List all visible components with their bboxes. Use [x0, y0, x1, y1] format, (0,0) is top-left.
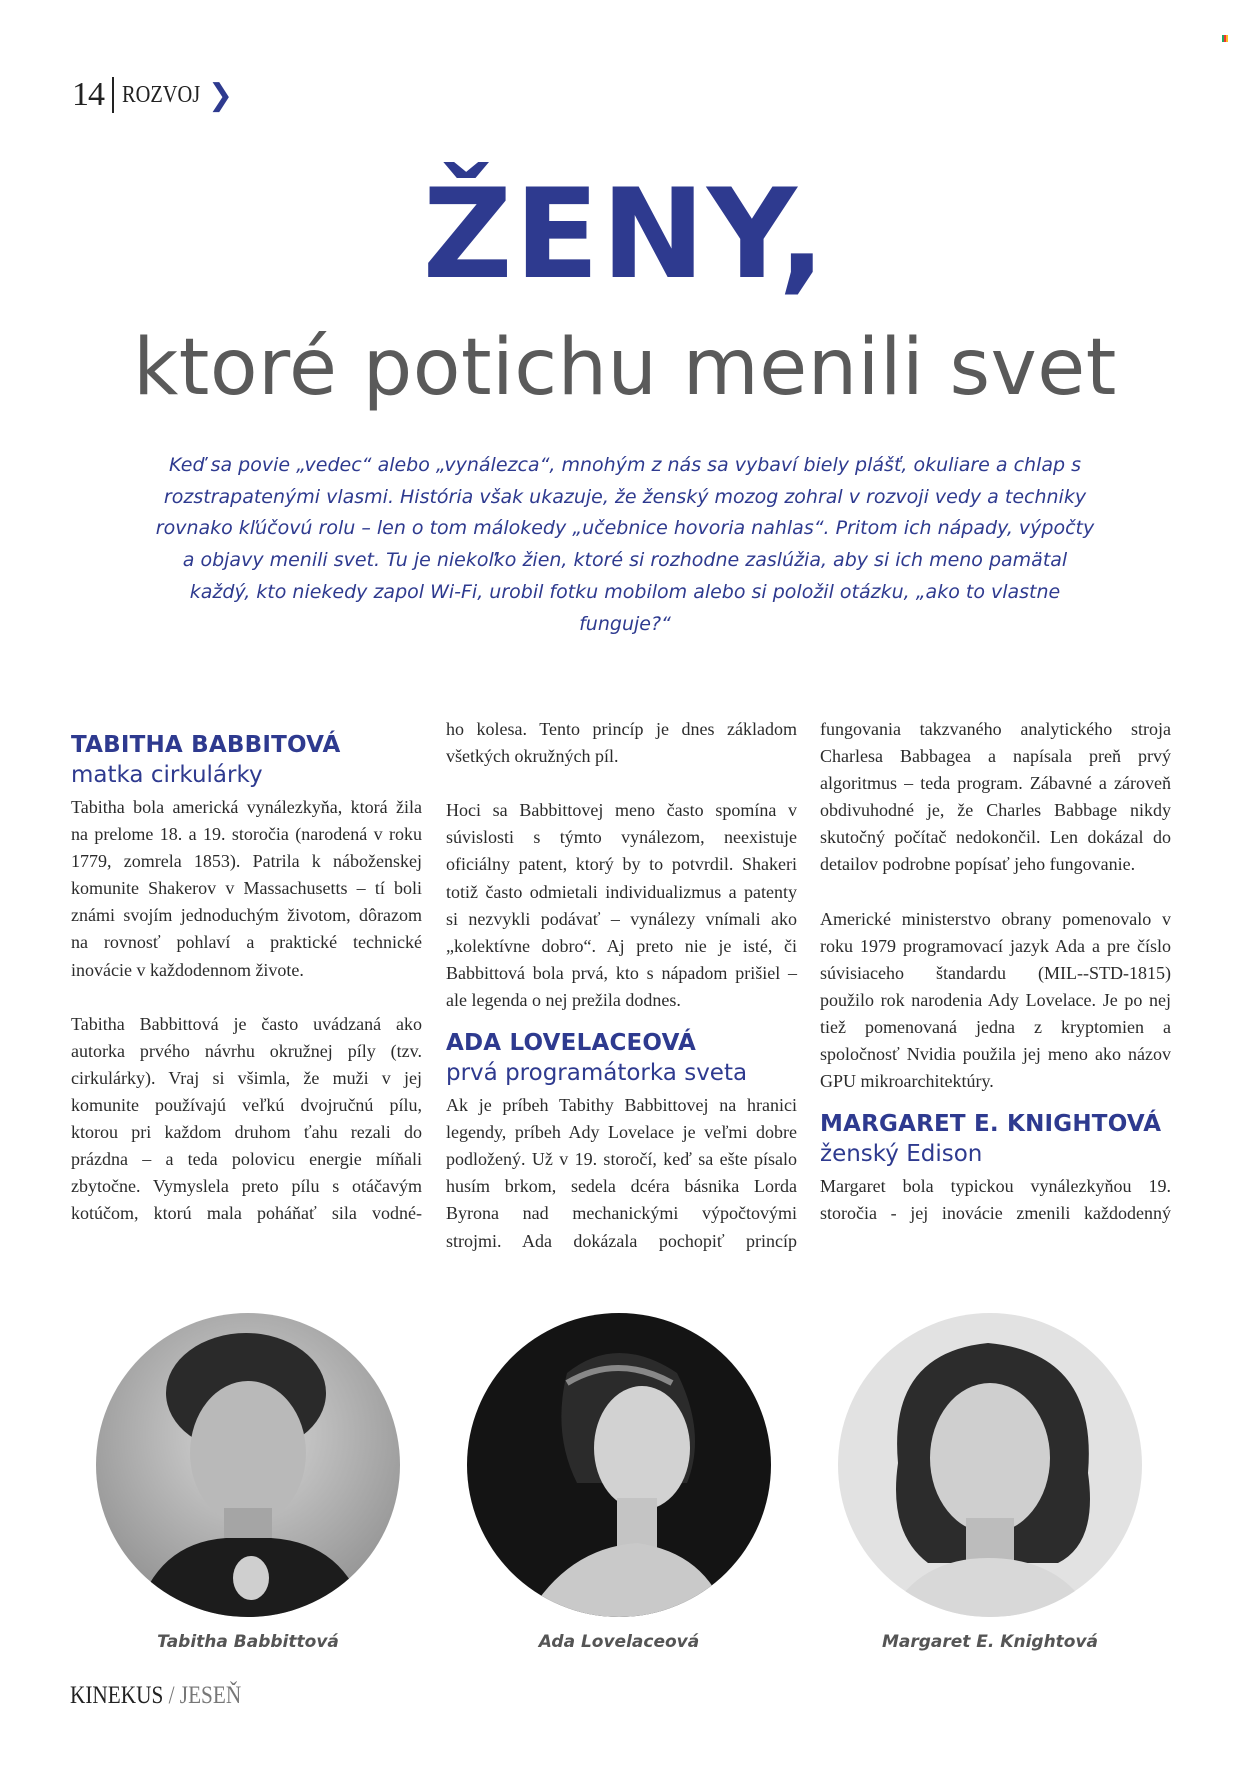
article-heading-ada: ADA LOVELACEOVÁ: [446, 1030, 697, 1057]
column-1: [71, 730, 422, 1228]
intro-paragraph: Keď sa povie „vedec“ alebo „vynálezca“, mnohým z nás sa vybaví biely plášť, okuliare a chlap s rozstrapatenými vlasmi. História však ukazuje, že ženský mozog zohral v rozvoji vedy a techniky rovnako kľúčovú rolu – len o tom málokedy „učebnice hovoria nahlas“. Pritom ich nápady, výpočty a objavy menili svet. Tu je niekoľko žien, ktoré si rozhodne zaslúžia, aby si ich meno pamätal každý, kto niekedy zapol Wi-Fi, urobil fotku mobilom alebo si položil otázku, „ako to vlastne funguje?“: [155, 454, 1095, 635]
magazine-name: KINEKUS: [70, 1682, 164, 1709]
article-heading-tabitha: TABITHA BABBITOVÁ: [71, 732, 341, 758]
column-3: [820, 716, 1171, 1228]
portrait-margaret: [838, 1313, 1142, 1617]
article-paragraph: Ak je príbeh Tabithy Babbittovej na hranici legendy, príbeh Ady Lovelace je veľmi dobre podložený. Už v 19. storočí, keď sa ešte písalo husím brkom, sedela dcéra básnika Lorda Byrona nad mechanickými výpočtovými strojmi. Ada dokázala pochopiť princíp: [446, 1095, 797, 1251]
article-paragraph: Margaret bola typickou vynálezkyňou 19. storočia - jej inovácie zmenili každodenný: [820, 1176, 1171, 1224]
article-heading-margaret: MARGARET E. KNIGHTOVÁ: [820, 1111, 1162, 1138]
portrait-tabitha: [96, 1313, 400, 1617]
issue-season: JESEŇ: [179, 1682, 242, 1709]
photo-caption: Margaret E. Knightová: [881, 1632, 1099, 1652]
article-paragraph: fungovania takzvaného analytického stroja Charlesa Babbagea a napísala preň prvý algoritmus – teda program. Zábavné a zároveň obdivuhodné je, že Charles Babbage nikdy skutočný počítač nedokončil. Len dokázal do detailov podrobne popísať jeho fungovanie.: [820, 719, 1171, 875]
article-paragraph: Tabitha Babbittová je často uvádzaná ako autorka prvého návrhu okružnej píly (tzv. cirkulárky). Vraj si všimla, že muži v jej komunite používajú veľkú dvojručnú pílu, ktorou pri každom druhom ťahu rezali do prázdna – a teda polovicu energie míňali zbytočne. Vymyslela preto pílu s otáčavým kotúčom, ktorú mala poháňať sila vodné-: [71, 1013, 422, 1224]
page-header: [72, 76, 233, 114]
page-footer: [70, 1682, 241, 1710]
header-divider: [112, 77, 114, 113]
article-subheading-ada: prvá programátorka sveta: [446, 1060, 748, 1087]
portrait-ada: [467, 1313, 771, 1617]
article-paragraph: Americké ministerstvo obrany pomenovalo v roku 1979 programovací jazyk Ada a pre číslo súvisiaceho štandardu (MIL--STD-1815) použilo rok narodenia Ady Lovelace. Je po nej tiež pomenovaná jedna z kryptomien a spoločnosť Nvidia použila jej meno ako názov GPU mikroarchitektúry.: [820, 908, 1171, 1092]
page-title: ŽENY,: [422, 163, 828, 307]
article-paragraph: Hoci sa Babbittovej meno často spomína v súvislosti s týmto vynálezom, neexistuje oficiálny patent, ktorý by to potvrdil. Shakeri totiž často odmietali individualizmus a patenty si nezvykli podávať – vynálezy vnímali ako „kolektívne dobro“. Aj preto nie je isté, či Babbittová bola prvá, kto s nápadom prišiel – ale legenda o nej prežila dodnes.: [446, 800, 797, 1010]
corner-color-mark: [1222, 35, 1228, 42]
article-subheading-tabitha: matka cirkulárky: [71, 762, 263, 788]
column-2: [446, 716, 797, 1255]
page-subtitle: ktoré potichu menili svet: [133, 323, 1117, 413]
footer-separator: /: [163, 1682, 180, 1709]
photo-caption: Tabitha Babbittová: [157, 1632, 339, 1652]
article-paragraph: Tabitha bola americká vynálezkyňa, ktorá žila na prelome 18. a 19. storočia (narodená v roku 1779, zomrela 1853). Patrila k náboženskej komunite Shakerov v Massachusetts – tí boli známi svojím jednoduchým životom, dôrazom na rovnosť pohlaví a praktické technické inovácie v každodennom živote.: [71, 797, 422, 980]
page-number: 14: [72, 76, 104, 113]
chevron-right-icon: ❯: [208, 77, 234, 113]
article-subheading-margaret: ženský Edison: [820, 1141, 983, 1168]
section-label: ROZVOJ: [122, 81, 201, 108]
photo-caption: Ada Lovelaceová: [538, 1632, 700, 1652]
article-paragraph: ho kolesa. Tento princíp je dnes základom všetkých okružných píl.: [446, 719, 797, 767]
